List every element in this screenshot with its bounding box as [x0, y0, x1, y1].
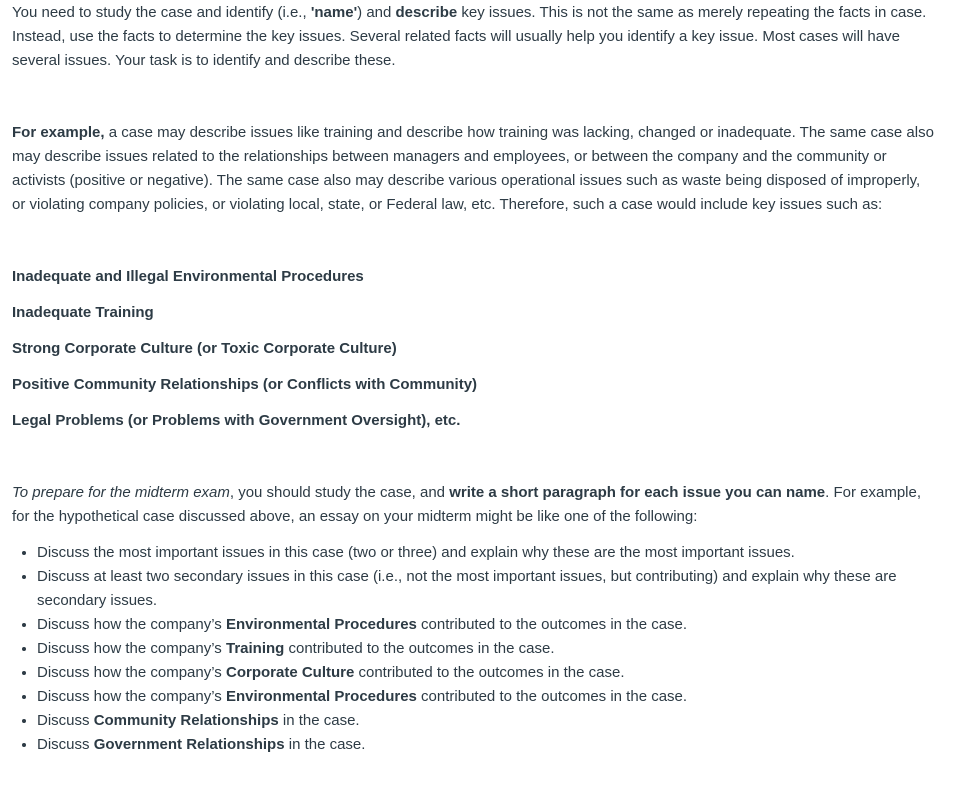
example-text: a case may describe issues like training and describe how training was lacking, changed or inadequate. The same case also may describe issues related to the relationships between managers and employees, or between the company and the community or activists (positive or negative). The same case also may describe various operational issues such as waste being disposed of improperly, or violating company policies, or violating local, state, or Federal law, etc. Therefore, such a case would include key issues such as: [12, 124, 934, 213]
list-item-text: Discuss at least two secondary issues in this case (i.e., not the most important issues, but contributing) and explain why these are secondary issues. [37, 568, 897, 609]
list-item-text: Discuss [37, 712, 94, 729]
list-item-text: Discuss how the company’s [37, 688, 226, 705]
prepare-text-1: , you should study the case, and [229, 484, 450, 501]
prepare-paragraph [12, 481, 937, 529]
list-item [37, 661, 937, 685]
key-issues-list [12, 265, 937, 433]
list-item-bold: Environmental Procedures [225, 688, 417, 705]
key-issue: Positive Community Relationships (or Conflicts with Community) [12, 376, 478, 393]
list-item-text: Discuss [37, 736, 94, 753]
prepare-italic: To prepare for the midterm exam [12, 484, 230, 501]
list-item-bold: Environmental Procedures [225, 616, 417, 633]
list-item-bold: Community Relationships [93, 712, 279, 729]
list-item [37, 637, 937, 661]
list-item-bold: Government Relationships [93, 736, 285, 753]
list-item-bold: Corporate Culture [225, 664, 355, 681]
list-item-bold: Training [225, 640, 285, 657]
intro-paragraph [12, 1, 937, 73]
key-issue: Strong Corporate Culture (or Toxic Corporate Culture) [12, 340, 397, 357]
list-item [37, 733, 937, 757]
list-item-text: contributed to the outcomes in the case. [284, 640, 555, 657]
list-item-text: contributed to the outcomes in the case. [354, 664, 625, 681]
list-item-text: contributed to the outcomes in the case. [416, 616, 688, 633]
spacer [12, 73, 937, 121]
essay-prompts-list [12, 541, 937, 757]
list-item [37, 565, 937, 613]
list-item [37, 613, 937, 637]
assignment-content [12, 1, 937, 757]
intro-text-1: You need to study the case and identify (i.e., [12, 4, 311, 21]
intro-name-term: 'name' [310, 4, 358, 21]
example-lead: For example, [12, 124, 105, 141]
list-item [37, 709, 937, 733]
intro-text-3: key issues. This is not the same as merely repeating the facts in case. Instead, use the facts to determine the key issues. Several related facts will usually help you identify a key issue. Most cases will have several issues. Your task is to identify and describe these. [12, 4, 927, 69]
key-issue: Inadequate Training [12, 304, 154, 321]
key-issue: Legal Problems (or Problems with Government Oversight), etc. [12, 412, 461, 429]
list-item-text: Discuss the most important issues in this case (two or three) and explain why these are the most important issues. [37, 544, 795, 561]
list-item-text: Discuss how the company’s [37, 640, 226, 657]
key-issue: Inadequate and Illegal Environmental Procedures [12, 268, 364, 285]
list-item-text: in the case. [278, 712, 360, 729]
list-item [37, 541, 937, 565]
intro-describe-term: describe [395, 4, 458, 21]
list-item-text: Discuss how the company’s [37, 664, 226, 681]
list-item-text: in the case. [284, 736, 366, 753]
list-item [37, 685, 937, 709]
prepare-bold: write a short paragraph for each issue you can name [449, 484, 826, 501]
example-paragraph [12, 121, 937, 217]
spacer [12, 433, 937, 481]
list-item-text: Discuss how the company’s [37, 616, 226, 633]
list-item-text: contributed to the outcomes in the case. [416, 688, 688, 705]
prepare-text-2: . For example, for the hypothetical case discussed above, an essay on your midterm might be like one of the following: [12, 484, 922, 525]
intro-text-2: ) and [357, 4, 396, 21]
spacer [12, 217, 937, 265]
